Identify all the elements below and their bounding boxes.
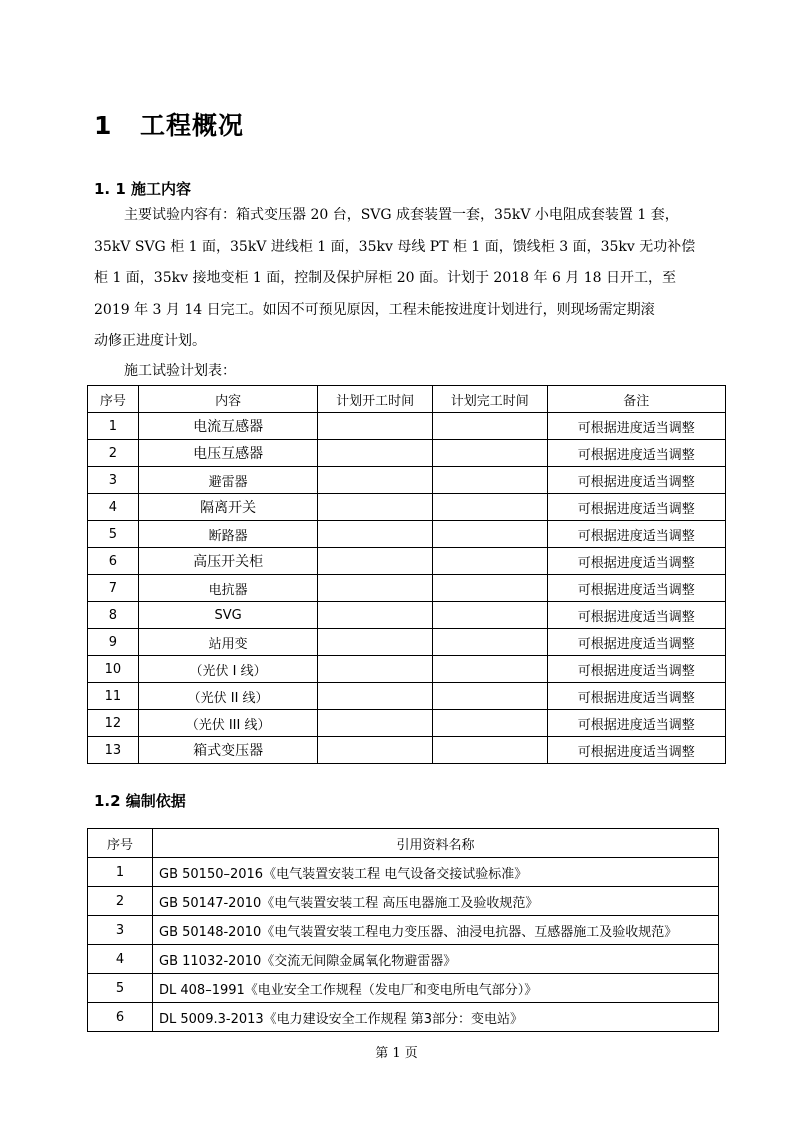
table-cell: 1 xyxy=(88,858,153,887)
body-paragraph xyxy=(94,200,720,358)
header-cell: 序号 xyxy=(88,386,139,413)
table-cell: 可根据进度适当调整 xyxy=(547,629,725,656)
table-cell xyxy=(318,683,433,710)
table-caption: 施工试验计划表： xyxy=(124,363,236,379)
table-cell: 箱式变压器 xyxy=(138,737,317,764)
table-cell: 隔离开关 xyxy=(138,494,317,521)
table-cell xyxy=(318,602,433,629)
table-row xyxy=(88,974,719,1003)
table-cell: GB 11032-2010《交流无间隙金属氧化物避雷器》 xyxy=(153,945,719,974)
table-row xyxy=(88,858,719,887)
table-cell: 避雷器 xyxy=(138,467,317,494)
table-cell: 可根据进度适当调整 xyxy=(547,494,725,521)
table-cell: 断路器 xyxy=(138,521,317,548)
table-cell: 可根据进度适当调整 xyxy=(547,710,725,737)
header-cell: 内容 xyxy=(138,386,317,413)
table-cell xyxy=(318,413,433,440)
table-body xyxy=(88,858,719,1032)
table-cell xyxy=(318,629,433,656)
table-cell: 可根据进度适当调整 xyxy=(547,440,725,467)
chapter-title: 工程概况 xyxy=(140,111,245,140)
chapter-number: 1 xyxy=(94,111,113,140)
table-cell: 13 xyxy=(88,737,139,764)
table-row xyxy=(88,548,726,575)
paragraph-line: 主要试验内容有：箱式变压器 20 台，SVG 成套装置一套，35kV 小电阻成套装置 1 套， xyxy=(124,207,679,223)
table-row xyxy=(88,656,726,683)
table-cell xyxy=(318,467,433,494)
table-row xyxy=(88,1003,719,1032)
table-cell: 5 xyxy=(88,521,139,548)
table-cell: 2 xyxy=(88,440,139,467)
table-cell: （光伏 I 线） xyxy=(138,656,317,683)
table-cell xyxy=(432,494,547,521)
table-cell: 可根据进度适当调整 xyxy=(547,602,725,629)
table-cell xyxy=(432,710,547,737)
section-heading-construction-content: 1. 1 施工内容 xyxy=(94,180,192,198)
reference-standards-table xyxy=(87,828,719,1032)
table-cell: GB 50147-2010《电气装置安装工程 高压电器施工及验收规范》 xyxy=(153,887,719,916)
table-cell: GB 50150–2016《电气装置安装工程 电气设备交接试验标准》 xyxy=(153,858,719,887)
table-cell xyxy=(318,548,433,575)
table-cell: 8 xyxy=(88,602,139,629)
table-cell xyxy=(432,440,547,467)
section-heading-basis: 1.2 编制依据 xyxy=(94,792,186,810)
table-cell: 11 xyxy=(88,683,139,710)
table-cell: 9 xyxy=(88,629,139,656)
test-schedule-table xyxy=(87,385,726,764)
table-cell: 4 xyxy=(88,494,139,521)
table-cell xyxy=(318,710,433,737)
paragraph-line: 35kV SVG 柜 1 面，35kV 进线柜 1 面，35kv 母线 PT 柜 1 面，馈线柜 3 面，35kv 无功补偿 xyxy=(94,238,696,255)
table-row xyxy=(88,494,726,521)
table-row xyxy=(88,467,726,494)
table-cell xyxy=(432,467,547,494)
table-cell: 3 xyxy=(88,916,153,945)
paragraph-line: 柜 1 面，35kv 接地变柜 1 面，控制及保护屏柜 20 面。计划于 2018 年 6 月 18 日开工，至 xyxy=(94,270,677,286)
table-cell: 12 xyxy=(88,710,139,737)
table-cell: 4 xyxy=(88,945,153,974)
table-cell: 1 xyxy=(88,413,139,440)
table-row xyxy=(88,945,719,974)
table-cell: 可根据进度适当调整 xyxy=(547,521,725,548)
table-cell: 电抗器 xyxy=(138,575,317,602)
table-row xyxy=(88,916,719,945)
table-cell: 高压开关柜 xyxy=(138,548,317,575)
table-cell xyxy=(432,602,547,629)
table-cell: 电压互感器 xyxy=(138,440,317,467)
table-cell: 5 xyxy=(88,974,153,1003)
table-row xyxy=(88,683,726,710)
chapter-heading xyxy=(94,106,244,142)
table-cell xyxy=(432,683,547,710)
table-cell: 可根据进度适当调整 xyxy=(547,413,725,440)
header-cell: 计划开工时间 xyxy=(318,386,433,413)
table-cell: 可根据进度适当调整 xyxy=(547,656,725,683)
table-cell: GB 50148-2010《电气装置安装工程电力变压器、油浸电抗器、互感器施工及验收规范》 xyxy=(153,916,719,945)
table-row xyxy=(88,602,726,629)
header-cell: 引用资料名称 xyxy=(153,829,719,858)
table-header-row xyxy=(88,386,726,413)
table-cell: 站用变 xyxy=(138,629,317,656)
table-cell xyxy=(432,629,547,656)
table-cell: 6 xyxy=(88,548,139,575)
table-row xyxy=(88,629,726,656)
table-cell: 6 xyxy=(88,1003,153,1032)
table-cell: 可根据进度适当调整 xyxy=(547,467,725,494)
header-cell: 序号 xyxy=(88,829,153,858)
table-row xyxy=(88,521,726,548)
table-cell: （光伏 III 线） xyxy=(138,710,317,737)
table-cell xyxy=(318,521,433,548)
table-cell: DL 5009.3-2013《电力建设安全工作规程 第3部分：变电站》 xyxy=(153,1003,719,1032)
table-cell: 7 xyxy=(88,575,139,602)
header-cell: 计划完工时间 xyxy=(432,386,547,413)
table-cell xyxy=(432,521,547,548)
table-cell: 可根据进度适当调整 xyxy=(547,575,725,602)
table-cell: 3 xyxy=(88,467,139,494)
table-header-row xyxy=(88,829,719,858)
page-number: 第 1 页 xyxy=(375,1046,418,1061)
table-cell: DL 408–1991《电业安全工作规程（发电厂和变电所电气部分）》 xyxy=(153,974,719,1003)
table-row xyxy=(88,737,726,764)
table-row xyxy=(88,575,726,602)
table-cell: 10 xyxy=(88,656,139,683)
table-cell: 2 xyxy=(88,887,153,916)
table-cell xyxy=(432,575,547,602)
table-row xyxy=(88,440,726,467)
table-cell xyxy=(432,656,547,683)
table-row xyxy=(88,710,726,737)
paragraph-line: 动修正进度计划。 xyxy=(94,333,206,349)
table-cell xyxy=(318,440,433,467)
table-cell: 可根据进度适当调整 xyxy=(547,737,725,764)
table-cell xyxy=(432,737,547,764)
table-cell: 电流互感器 xyxy=(138,413,317,440)
table-cell xyxy=(318,737,433,764)
table-cell xyxy=(432,413,547,440)
paragraph-line: 2019 年 3 月 14 日完工。如因不可预见原因，工程未能按进度计划进行，则现场需定期滚 xyxy=(94,301,655,318)
table-cell: （光伏 II 线） xyxy=(138,683,317,710)
table-cell xyxy=(318,656,433,683)
table-cell xyxy=(318,575,433,602)
header-cell: 备注 xyxy=(547,386,725,413)
table-cell: 可根据进度适当调整 xyxy=(547,548,725,575)
table-row xyxy=(88,887,719,916)
table-cell: 可根据进度适当调整 xyxy=(547,683,725,710)
table-body xyxy=(88,413,726,764)
table-cell xyxy=(432,548,547,575)
table-cell: SVG xyxy=(138,602,317,629)
table-row xyxy=(88,413,726,440)
table-cell xyxy=(318,494,433,521)
